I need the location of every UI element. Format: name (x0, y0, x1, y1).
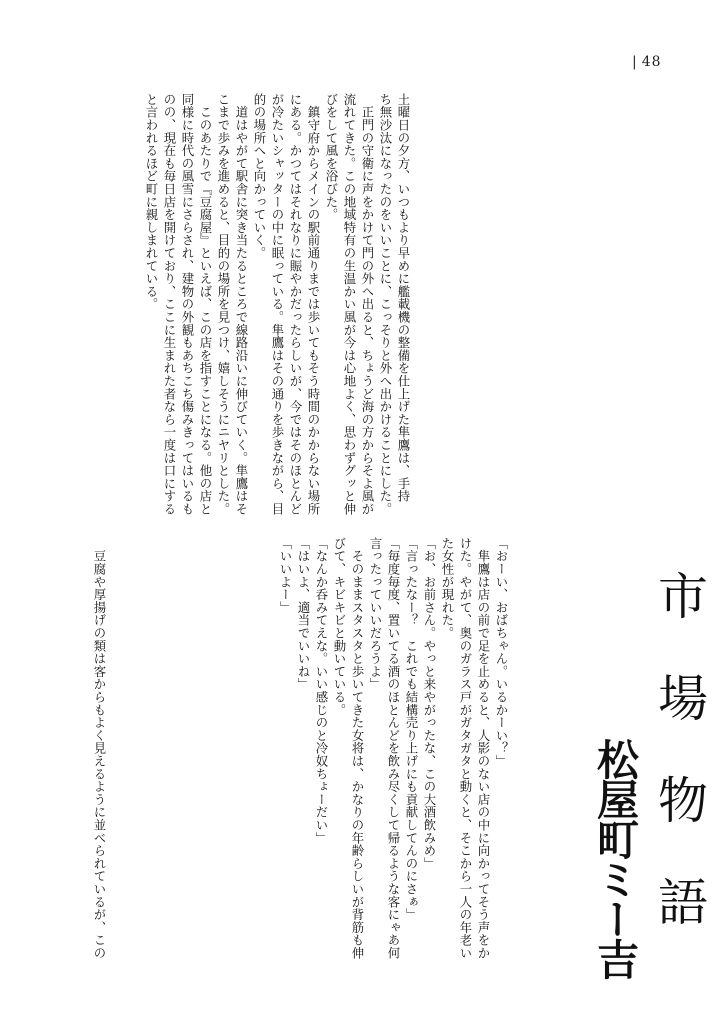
text-line: 言ったっていいだろうよ」 (368, 537, 383, 691)
text-line: 「おーい、おばちゃん。いるかーい？」 (494, 537, 509, 768)
text-line: のの、現在も毎日店を開けており、ここに生まれた者なら一度は口にする (162, 93, 177, 516)
page-number-value: 48 (641, 54, 662, 70)
text-line: びをして風を浴びた。 (324, 93, 339, 221)
text-line: 正門の守衛に声をかけて門の外へ出ると、ちょうど海の方からそよ風が (360, 93, 375, 516)
lower-text-block (276, 537, 510, 982)
text-line: と言われるほど町に親しまれている。 (144, 93, 159, 311)
text-line: 隼鷹は店の前で足を止めると、人影のない店の中に向かってそう声をか (476, 537, 491, 960)
text-line: 「いいよー」 (278, 537, 293, 614)
text-line: 道はやがて駅舎に突き当たるところで線路沿いに伸びていく。隼鷹はそ (234, 93, 249, 516)
text-line: そのままスタスタと歩いてきた女将は、かなりの年齢らしいが背筋も伸 (350, 537, 365, 960)
page-number (632, 54, 662, 70)
story-title: 市場物語 (650, 570, 708, 978)
author-name: 松屋町ミー吉 (591, 738, 640, 978)
text-line: た女性が現れた。 (440, 537, 455, 640)
text-line: びて、キビキビと動いている。 (332, 537, 347, 717)
text-line: 豆腐や厚揚げの類は客からもよく見えるように並べられているが、この (92, 537, 107, 960)
text-line: こまで歩みを進めると、目的の場所を見つけ、嬉しそうにニヤリとした。 (216, 93, 231, 516)
lower-text-block-continued (90, 537, 108, 982)
text-line: が冷たいシャッターの中に眠っている。隼鷹はその通りを歩きながら、目 (270, 93, 285, 516)
text-line: にある。かつてはそれなりに賑やかだったらしいが、今ではそのほとんど (288, 93, 303, 516)
page-number-bar: | (632, 54, 638, 70)
text-line: ち無沙汰になったのをいいことに、こっそりと外へ出かけることにした。 (378, 93, 393, 516)
text-line: 「なんか呑みてえな。いい感じのと冷奴ちょーだい」 (314, 537, 329, 845)
text-line: 「言ったなー？ これでも結構売り上げにも貢献してんのにさぁ」 (404, 537, 419, 921)
text-line: 土曜日の夕方、いつもより早めに艦載機の整備を仕上げた隼鷹は、手持 (396, 93, 411, 503)
title-block (546, 530, 716, 1000)
upper-text-block (142, 93, 412, 523)
text-line: 「毎度毎度、置いてる酒のほとんどを飲み尽くして帰るような客にゃあ何 (386, 537, 401, 960)
text-line: 鎮守府からメインの駅前通りまでは歩いてもそう時間のかからない場所 (306, 93, 321, 516)
text-line: 流れてきた。この地域特有の生温かい風が今は心地よく、思わずグッと伸 (342, 93, 357, 516)
text-line: 「はいよ、適当でいいね」 (296, 537, 311, 691)
text-line: 同様に時代の風雪にさらされ、建物の外観もあちこち傷みきってはいるも (180, 93, 195, 516)
text-line: 「お、お前さん。やっと来やがったな、この大酒飲みめ」 (422, 537, 437, 870)
text-line: 的の場所へと向かっていく。 (252, 93, 267, 260)
text-line: このあたりで『豆腐屋』といえば、この店を指すことになる。他の店と (198, 93, 213, 516)
text-line: けた。やがて、奥のガラス戸がガタガタと動くと、そこから一人の年老い (458, 537, 473, 960)
